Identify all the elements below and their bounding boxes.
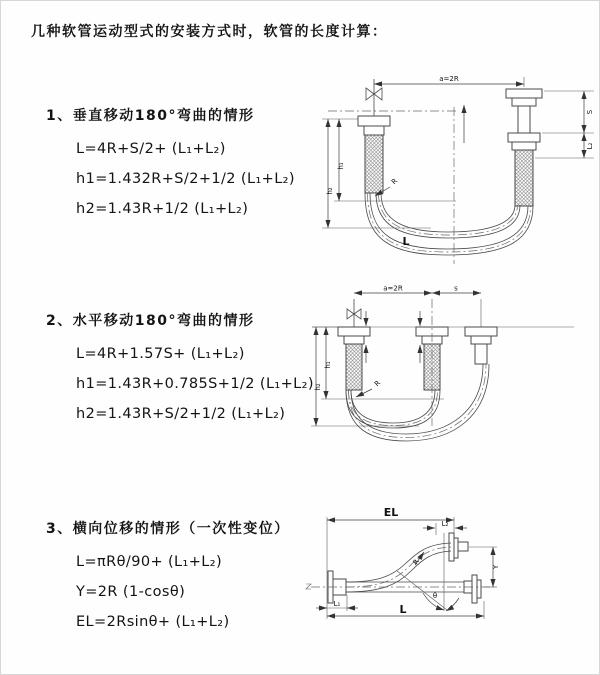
dim-label-r: R [411, 557, 421, 567]
dimension-el [327, 506, 454, 619]
dim-label-h2: h₂ [314, 383, 322, 391]
right-flange-and-hose-end [464, 89, 542, 206]
right-flange-and-pipe-end [465, 327, 497, 364]
radius-callout [412, 552, 424, 566]
formula: h1=1.43R+0.785S+1/2 (L₁+L₂) [76, 376, 314, 392]
diagram-horizontal-180 [304, 283, 600, 461]
centerlines [328, 107, 456, 264]
formula: L=4R+S/2+ (L₁+L₂) [76, 141, 226, 157]
formula: h2=1.43R+S/2+1/2 (L₁+L₂) [76, 406, 286, 422]
dim-label-h1: h₁ [324, 361, 332, 369]
valve-icon [366, 79, 382, 116]
formula: h2=1.43R+1/2 (L₁+L₂) [76, 201, 249, 217]
dimension-y [469, 547, 500, 587]
page-title: 几种软管运动型式的安装方式时，软管的长度计算： [31, 24, 388, 40]
dim-label-l2: L₂ [441, 520, 449, 528]
dim-label-h2: h₂ [326, 187, 334, 195]
left-flange-and-hose-end [358, 116, 390, 193]
formula: Y=2R (1-cosθ) [76, 584, 186, 600]
dim-label-l2: L₂ [586, 142, 594, 150]
section-vertical-180 [46, 105, 295, 224]
section-lateral-displacement [46, 518, 290, 637]
dim-label-el: EL [383, 506, 399, 519]
formula-list [46, 134, 295, 224]
dim-label-h1: h₁ [337, 162, 345, 170]
dim-label-a2r: a=2R [439, 75, 459, 83]
valve-icon [347, 299, 361, 327]
dimension-l1 [316, 595, 358, 611]
section-heading: 2、水平移动180°弯曲的情形 [46, 313, 255, 329]
dim-label-a2r: a=2R [383, 284, 403, 293]
dim-label-s: s [454, 284, 458, 293]
section-heading: 1、垂直移动180°弯曲的情形 [46, 108, 255, 124]
dimension-a2r-s [354, 285, 481, 294]
dim-label-theta: θ [432, 592, 438, 600]
formula-list [46, 547, 290, 637]
dim-label-y: Y [492, 564, 500, 570]
formula: L=4R+1.57S+ (L₁+L₂) [76, 346, 245, 362]
formula: h1=1.432R+S/2+1/2 (L₁+L₂) [76, 171, 295, 187]
dimension-l [327, 601, 484, 619]
dimension-s-l2 [535, 91, 594, 158]
formula-list [46, 339, 314, 429]
dim-label-l1: L₁ [333, 600, 341, 608]
dimension-a2r [374, 75, 524, 87]
formula: EL=2Rsinθ+ (L₁+L₂) [76, 614, 230, 630]
dim-label-l: L [399, 603, 407, 616]
dimension-h1-h2 [322, 119, 456, 228]
hose-u-curves [365, 193, 533, 255]
hose-u-curves [346, 364, 489, 441]
diagram-lateral-displacement [299, 503, 600, 653]
dim-label-s: S [586, 109, 594, 115]
dim-label-r: R [373, 379, 383, 389]
section-horizontal-180 [46, 310, 314, 429]
upper-flange [449, 533, 468, 561]
dimension-l2 [423, 520, 467, 535]
section-heading: 3、横向位移的情形（一次性变位） [46, 521, 290, 537]
dim-label-r: R [390, 177, 400, 187]
diagram-vertical-180 [306, 71, 598, 269]
angle-theta [397, 533, 459, 611]
formula: L=πRθ/90+ (L₁+L₂) [76, 554, 223, 570]
hose-s-curve [346, 543, 451, 592]
dim-label-l: L [402, 235, 410, 248]
